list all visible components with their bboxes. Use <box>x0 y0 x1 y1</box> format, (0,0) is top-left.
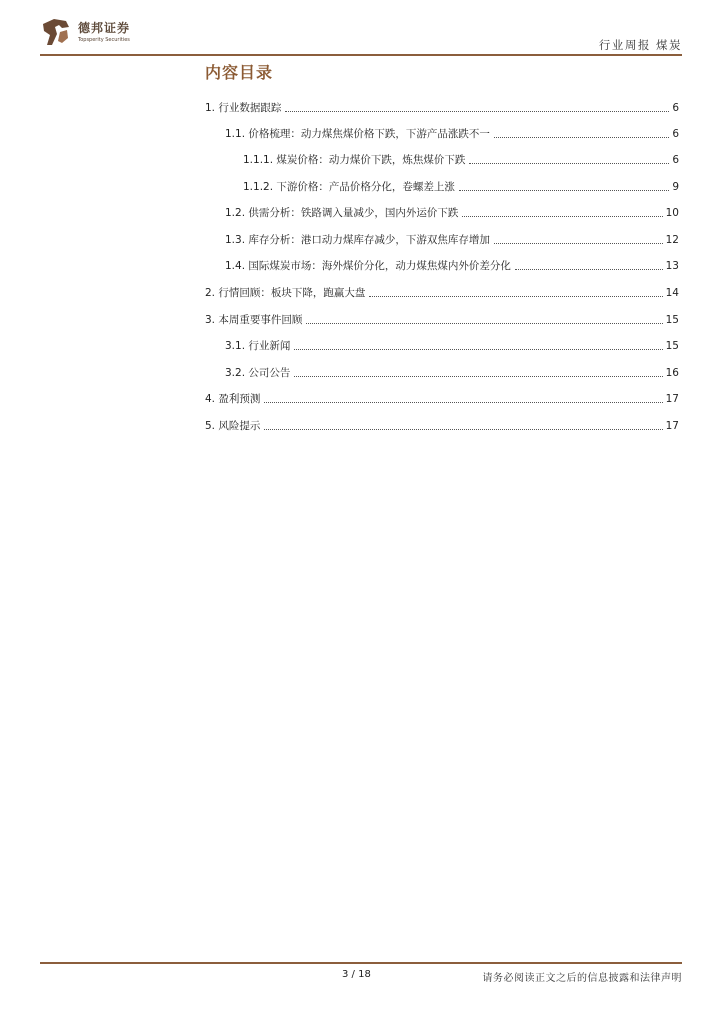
toc-entry-label: 1.2. 供需分析：铁路调入量减少，国内外运价下跌 <box>225 207 459 219</box>
toc-entry-page: 15 <box>665 314 679 326</box>
toc-entry-3-2[interactable] <box>225 366 679 380</box>
toc-title: 内容目录 <box>205 63 274 82</box>
company-logo <box>40 16 140 50</box>
toc-leader-dots <box>264 402 662 403</box>
legal-disclaimer: 请务必阅读正文之后的信息披露和法律声明 <box>482 973 682 984</box>
page-indicator: 3 / 18 <box>342 969 371 980</box>
toc-entry-3[interactable] <box>205 313 679 327</box>
toc-entry-page: 13 <box>665 260 679 272</box>
toc-entry-label: 1.1.2. 下游价格：产品价格分化，卷螺差上涨 <box>243 181 455 193</box>
toc-entry-label: 1.4. 国际煤炭市场：海外煤价分化，动力煤焦煤内外价差分化 <box>225 260 511 272</box>
toc-entry-page: 10 <box>665 207 679 219</box>
toc-entry-label: 3. 本周重要事件回顾 <box>205 314 303 326</box>
toc-entry-2[interactable] <box>205 286 679 300</box>
toc-entry-page: 6 <box>672 102 679 114</box>
toc-entry-page: 15 <box>665 340 679 352</box>
toc-entry-label: 4. 盈利预测 <box>205 393 261 405</box>
toc-entry-1[interactable] <box>205 101 679 115</box>
toc-leader-dots <box>515 269 663 270</box>
toc-leader-dots <box>459 190 669 191</box>
logo-mark-icon <box>40 16 72 48</box>
footer-divider <box>40 962 682 964</box>
toc-leader-dots <box>369 296 662 297</box>
toc-leader-dots <box>294 349 662 350</box>
toc-entry-3-1[interactable] <box>225 339 679 353</box>
toc-leader-dots <box>462 216 662 217</box>
toc-entry-1-1-2[interactable] <box>243 180 679 194</box>
toc-entry-page: 17 <box>665 420 679 432</box>
toc-entry-page: 14 <box>665 287 679 299</box>
toc-leader-dots <box>494 243 663 244</box>
toc-entry-page: 12 <box>665 234 679 246</box>
toc-entry-1-1-1[interactable] <box>243 153 679 167</box>
toc-entry-label: 2. 行情回顾：板块下降，跑赢大盘 <box>205 287 366 299</box>
toc-leader-dots <box>264 429 662 430</box>
toc-leader-dots <box>469 163 669 164</box>
toc-entry-page: 16 <box>665 367 679 379</box>
toc-entry-4[interactable] <box>205 392 679 406</box>
toc-entry-page: 17 <box>665 393 679 405</box>
toc-entry-label: 5. 风险提示 <box>205 420 261 432</box>
logo-chinese-name: 德邦证券 <box>78 21 131 35</box>
report-type-label: 行业周报 煤炭 <box>598 38 682 52</box>
toc-entry-label: 3.1. 行业新闻 <box>225 340 291 352</box>
header-divider <box>40 54 682 56</box>
toc-entry-page: 6 <box>672 154 679 166</box>
toc-leader-dots <box>494 137 669 138</box>
toc-entry-label: 3.2. 公司公告 <box>225 367 291 379</box>
toc-entry-1-3[interactable] <box>225 233 679 247</box>
toc-leader-dots <box>285 111 669 112</box>
toc-entry-1-1[interactable] <box>225 127 679 141</box>
toc-leader-dots <box>306 323 662 324</box>
toc-entry-page: 6 <box>672 128 679 140</box>
toc-entry-label: 1. 行业数据跟踪 <box>205 102 282 114</box>
toc-entry-1-2[interactable] <box>225 206 679 220</box>
toc-entry-page: 9 <box>672 181 679 193</box>
toc-entry-label: 1.3. 库存分析：港口动力煤库存减少，下游双焦库存增加 <box>225 234 490 246</box>
toc-leader-dots <box>294 376 662 377</box>
toc-entry-label: 1.1. 价格梳理：动力煤焦煤价格下跌，下游产品涨跌不一 <box>225 128 490 140</box>
toc-entry-5[interactable] <box>205 419 679 433</box>
toc-entry-1-4[interactable] <box>225 259 679 273</box>
toc-entry-label: 1.1.1. 煤炭价格：动力煤价下跌，炼焦煤价下跌 <box>243 154 466 166</box>
logo-english-name: Topsperity Securities <box>78 37 130 43</box>
